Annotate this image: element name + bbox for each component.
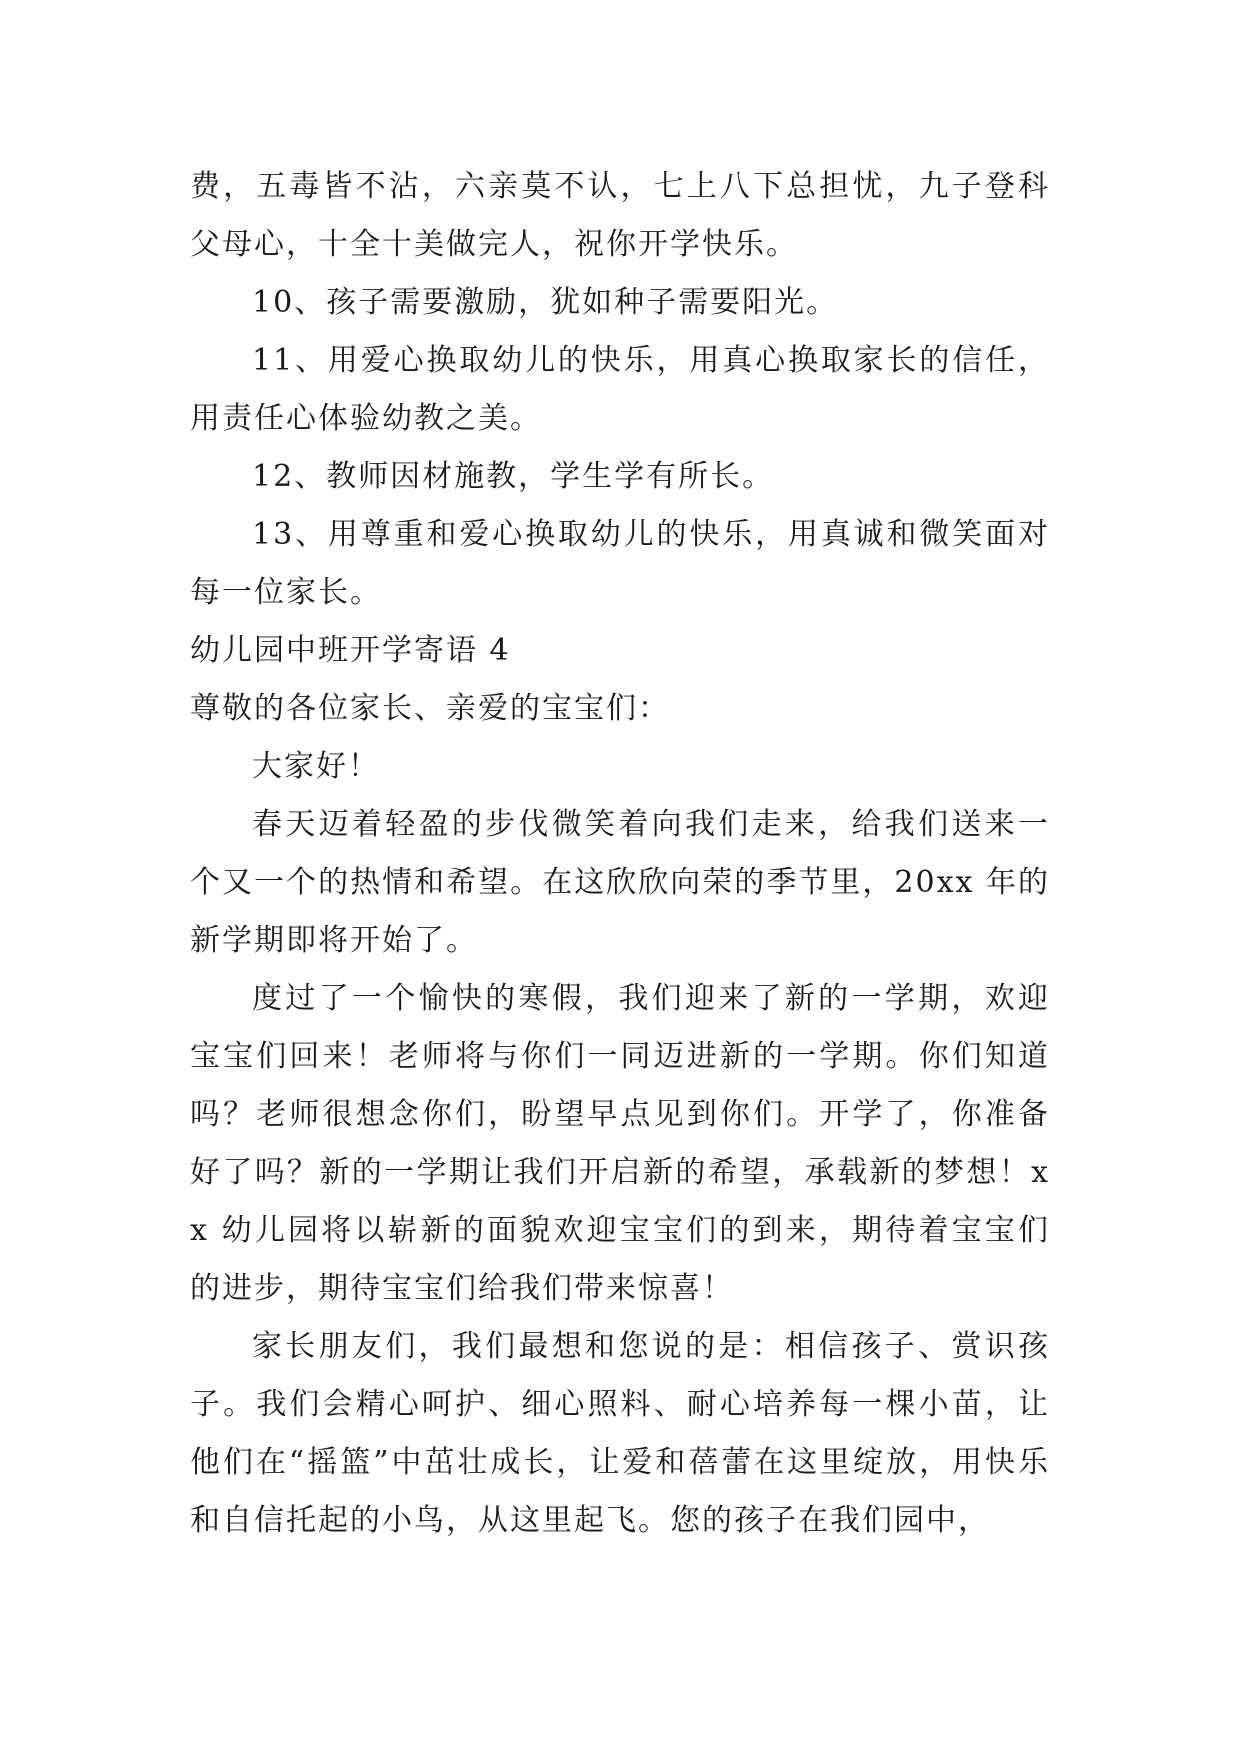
section-heading: 幼儿园中班开学寄语 4	[190, 633, 511, 668]
list-item-10: 10、孩子需要激励，犹如种子需要阳光。	[252, 285, 839, 320]
list-item-12: 12、教师因材施教，学生学有所长。	[252, 459, 775, 494]
document-body	[190, 158, 1050, 1550]
paragraph: 度过了一个愉快的寒假，我们迎来了新的一学期，欢迎宝宝们回来！老师将与你们一同迈进新的一学期。你们知道吗？老师很想念你们，盼望早点见到你们。开学了，你准备好了吗？新的一学期让我们开启新的希望，承载新的梦想！xx 幼儿园将以崭新的面貌欢迎宝宝们的到来，期待着宝宝们的进步，期待宝宝们给我们带来惊喜！	[190, 981, 1050, 1306]
greeting: 大家好！	[252, 749, 380, 784]
paragraph: 春天迈着轻盈的步伐微笑着向我们走来，给我们送来一个又一个的热情和希望。在这欣欣向荣的季节里，20xx 年的新学期即将开始了。	[190, 807, 1050, 958]
salutation: 尊敬的各位家长、亲爱的宝宝们：	[190, 691, 670, 726]
paragraph: 家长朋友们，我们最想和您说的是：相信孩子、赏识孩子。我们会精心呵护、细心照料、耐心培养每一棵小苗，让他们在“摇篮”中茁壮成长，让爱和蓓蕾在这里绽放，用快乐和自信托起的小鸟，从这里起飞。您的孩子在我们园中，	[190, 1329, 1050, 1538]
paragraph: 费，五毒皆不沾，六亲莫不认，七上八下总担忧，九子登科父母心，十全十美做完人，祝你开学快乐。	[190, 169, 1050, 262]
list-item-11: 11、用爱心换取幼儿的快乐，用真心换取家长的信任，用责任心体验幼教之美。	[190, 343, 1050, 436]
list-item-13: 13、用尊重和爱心换取幼儿的快乐，用真诚和微笑面对每一位家长。	[190, 517, 1050, 610]
